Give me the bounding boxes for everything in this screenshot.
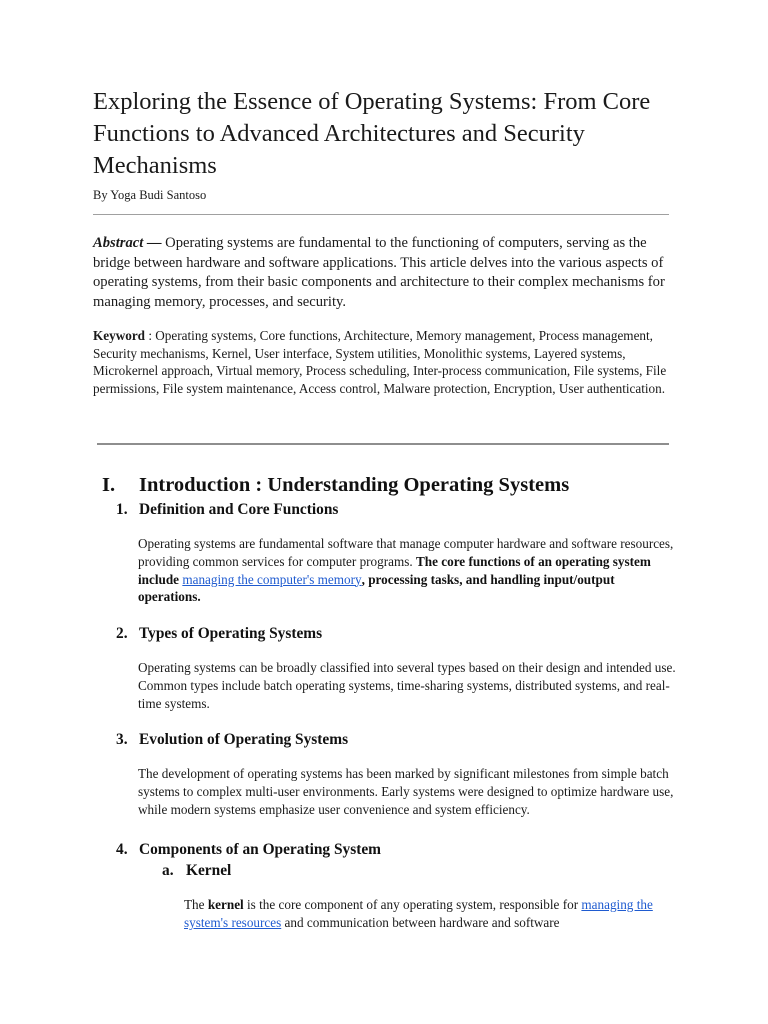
subsubsection-title: Kernel [186, 862, 232, 879]
subsection-title: Components of an Operating System [139, 841, 381, 858]
subsection-title: Evolution of Operating Systems [139, 731, 349, 748]
kernel-text-2: is the core component of any operating system, responsible for [243, 897, 582, 912]
definition-bold-text-end: , processing tasks, and handling input/output operations. [138, 571, 615, 605]
abstract-text: Operating systems are fundamental to the functioning of computers, serving as the bridge between hardware and software applications. This article delves into the various aspects of operating systems, from their basic components and architecture to their complex mechanisms for managing memory, processes, and security. [93, 235, 665, 310]
subsection-title: Types of Operating Systems [139, 625, 323, 642]
memory-management-link[interactable]: managing the computer's memory [182, 571, 362, 587]
section-number: I. [102, 474, 116, 496]
subsubsection-heading-kernel [162, 861, 231, 881]
system-resources-link[interactable]: managing the system's resources [184, 897, 653, 930]
kernel-text-1: The [184, 897, 208, 912]
subsection-number: 3. [116, 731, 128, 748]
keywords-label: Keyword [93, 328, 146, 343]
document-title: Exploring the Essence of Operating Systems: From Core Functions to Advanced Architectures and Security Mechanisms [93, 88, 651, 179]
abstract-dash: — [143, 235, 166, 251]
evolution-paragraph: The development of operating systems has been marked by significant milestones from simple batch systems to complex multi-user environments. Early systems were designed to optimize hardware use, while modern systems emphasize user convenience and system efficiency. [138, 766, 674, 817]
definition-text: Operating systems are fundamental software that manage computer hardware and software resources, providing common services for computer programs. [138, 536, 674, 569]
title-divider [93, 214, 669, 215]
keywords-separator: : [145, 328, 156, 343]
definition-paragraph [138, 535, 678, 606]
definition-bold-text: The core functions of an operating system include [138, 553, 651, 587]
subsection-number: 1. [116, 501, 128, 518]
subsection-title: Definition and Core Functions [139, 501, 339, 518]
subsection-number: 4. [116, 841, 128, 858]
kernel-paragraph [184, 896, 674, 932]
author-byline: By Yoga Budi Santoso [93, 188, 207, 202]
section-title: Introduction : Understanding Operating Systems [139, 474, 570, 496]
subsection-number: 2. [116, 625, 128, 642]
subsection-heading-evolution [116, 730, 348, 750]
subsection-heading-definition [116, 500, 338, 520]
section-divider [97, 443, 669, 445]
subsubsection-letter: a. [162, 862, 174, 879]
kernel-bold-term: kernel [207, 897, 244, 912]
keywords-paragraph [93, 327, 673, 397]
types-paragraph: Operating systems can be broadly classified into several types based on their design and intended use. Common types include batch operating systems, time-sharing systems, distributed systems, and real-time systems. [138, 660, 676, 711]
abstract-paragraph [93, 234, 673, 312]
section-heading-introduction [102, 472, 569, 498]
kernel-text-3: and communication between hardware and software [281, 914, 560, 930]
abstract-label: Abstract [93, 235, 144, 251]
keywords-text: Operating systems, Core functions, Architecture, Memory management, Process management, Security mechanisms, Kernel, User interface, System utilities, Monolithic systems, Layered systems, Microkernel approach, Virtual memory, Process scheduling, Inter-process communication, File systems, File permissions, File system maintenance, Access control, Malware protection, Encryption, User authentication. [93, 328, 667, 396]
subsection-heading-types [116, 624, 322, 644]
subsection-heading-components [116, 840, 381, 860]
